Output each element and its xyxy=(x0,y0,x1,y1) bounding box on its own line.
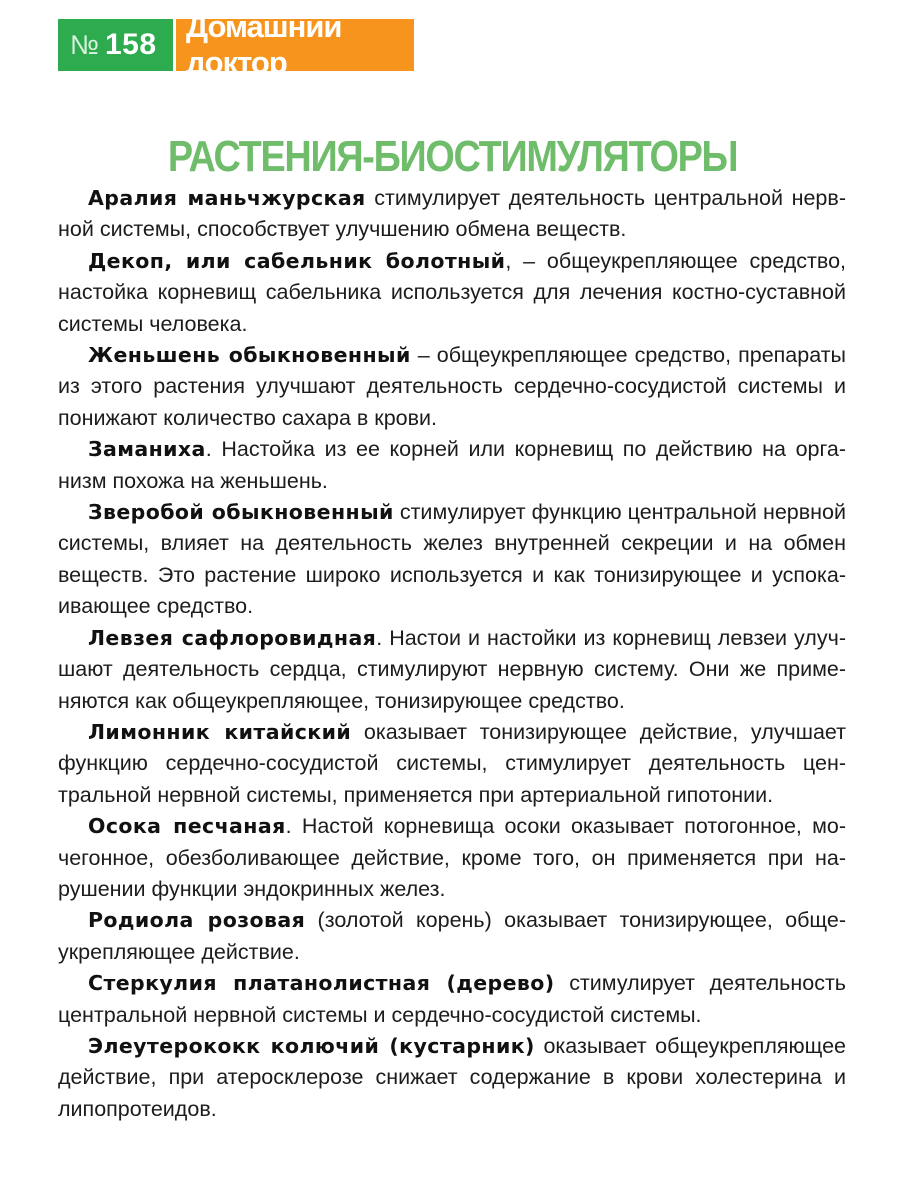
plant-entry xyxy=(58,434,846,497)
magazine-title-badge xyxy=(176,9,414,80)
masthead xyxy=(58,9,414,80)
plant-entry xyxy=(58,905,846,968)
plant-description: . Настойка из ее корней или корневищ по действию на организм похожа на женьшень. xyxy=(58,437,846,493)
plant-description: стимулирует деятельность центральной нервной системы и сердечно-сосудистой системы. xyxy=(58,971,846,1027)
plant-name: Родиола розовая xyxy=(88,908,306,933)
plant-entry xyxy=(58,968,846,1031)
plant-name: Лимонник китайский xyxy=(88,719,352,744)
plant-description: стимулирует функцию центральной нервной системы, влияет на деятельность желез внутренней секреции и на обмен веществ. Это растение широко используется и как тонизирующее и успокаивающее средство. xyxy=(58,500,846,619)
plant-name: Осока песчаная xyxy=(88,814,286,839)
plant-description: . Настои и настойки из корневищ левзеи улучшают деятельность сердца, стимулируют нервную систему. Они же применяются как общеукрепляющее, тонизирующее средство. xyxy=(58,625,846,713)
number-sign: № xyxy=(70,29,99,60)
plant-description: оказывает тонизирующее действие, улучшает функцию сердечно-сосудистой системы, стимулирует деятельность центральной нервной системы, применяется при артериальной гипотонии. xyxy=(58,719,847,807)
plant-description: , – общеукрепляющее средство, настойка корневищ сабельника используется для лечения костно-суставной системы человека. xyxy=(58,248,846,336)
plant-name: Заманиха xyxy=(88,437,206,462)
plant-name: Левзея сафлоровидная xyxy=(88,625,377,650)
section-title: РАСТЕНИЯ-БИОСТИМУЛЯТОРЫ xyxy=(167,132,738,181)
plant-entry xyxy=(58,1031,846,1125)
plant-name: Стеркулия платанолистная (дерево) xyxy=(88,971,555,996)
plant-entry xyxy=(58,497,846,623)
plant-entries-list xyxy=(58,183,846,1125)
plant-description: – общеукрепляющее средство, препараты из этого растения улучшают деятельность сердечно-сосудистой системы и понижают количество сахара в крови. xyxy=(58,343,846,430)
plant-description: оказывает общеукрепляющее действие, при атеросклерозе снижает содержание в крови холестерина и липопротеидов. xyxy=(58,1033,846,1121)
plant-entry xyxy=(58,183,846,246)
plant-entry xyxy=(58,340,846,434)
plant-entry xyxy=(58,623,846,717)
plant-name: Элеутерококк колючий (кустарник) xyxy=(88,1033,535,1058)
plant-name: Женьшень обыкновенный xyxy=(88,343,411,368)
plant-name: Декоп, или сабельник болотный xyxy=(88,248,506,273)
plant-entry xyxy=(58,811,846,905)
plant-name: Аралия маньчжурская xyxy=(88,186,366,210)
plant-entry xyxy=(58,717,846,811)
plant-name: Зверобой обыкновенный xyxy=(88,500,394,525)
issue-number-badge xyxy=(58,19,173,71)
plant-description: . Настой корневища осоки оказывает потогонное, мочегонное, обезболивающее действие, кроме того, он применяется при нарушении функции эндокринных желез. xyxy=(58,814,846,901)
magazine-title: Домашний доктор xyxy=(186,9,342,80)
plant-description: стимулирует деятельность центральной нервной системы, способствует улучшению обмена веществ. xyxy=(58,186,846,242)
plant-entry xyxy=(58,246,846,340)
issue-number: 158 xyxy=(104,28,157,61)
plant-description: (золотой корень) оказывает тонизирующее, общеукрепляющее действие. xyxy=(58,908,846,964)
